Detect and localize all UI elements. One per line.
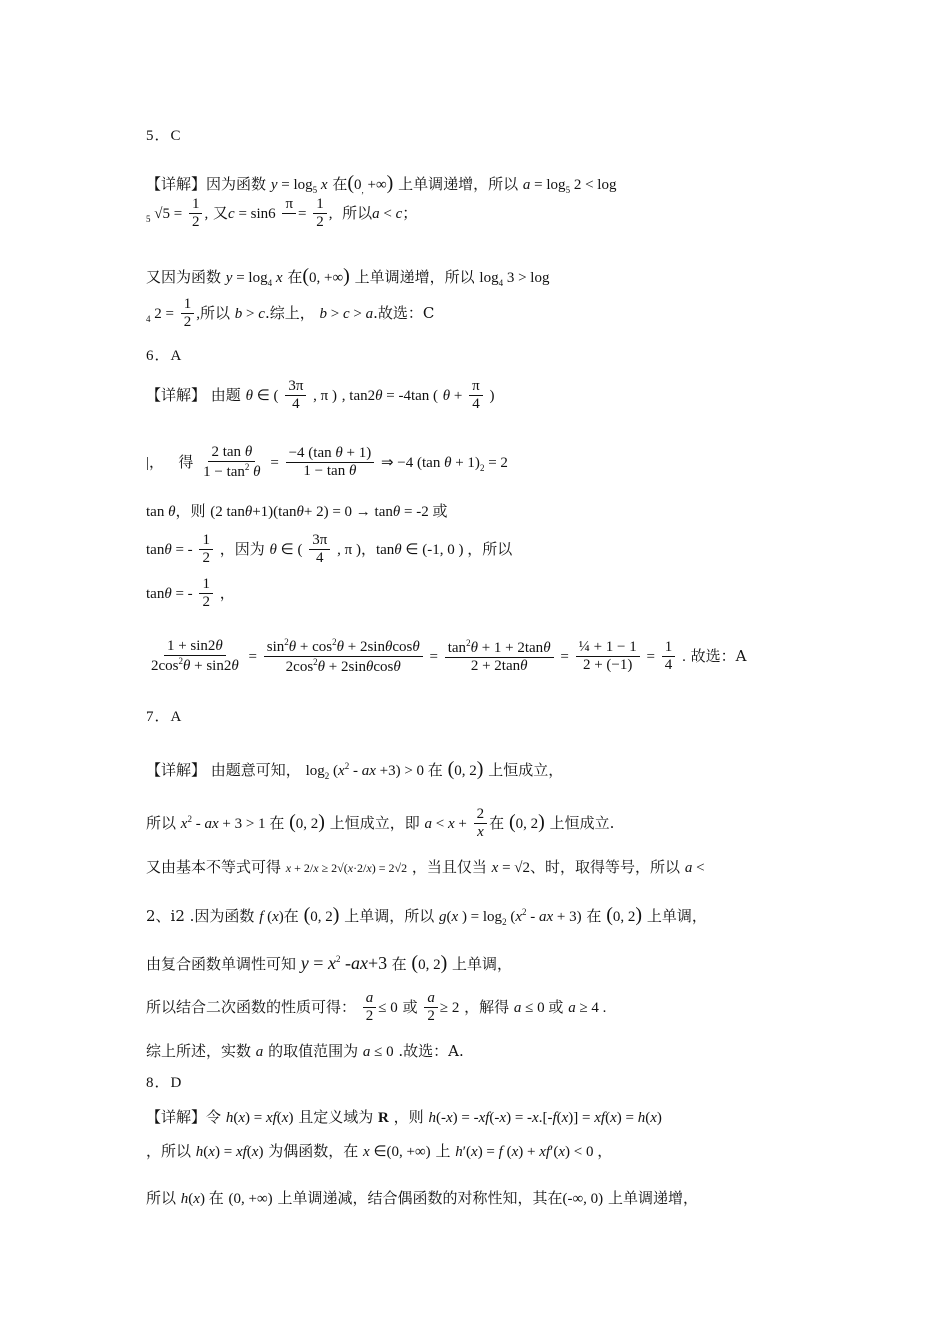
- question-7-number: 7．A: [146, 709, 183, 725]
- question-5-number: 5．C: [146, 128, 182, 144]
- q7-line-4: 2、i2 .因为函数 f (x)在 (0, 2) 上单调，所以 g(x ) = $\log_2 (x^2$ - ax + 3) 在 (0, 2) 上单调，: [146, 904, 707, 927]
- q6-line-5: tanθ = - $\frac{1}{2}$ ，: [146, 576, 235, 611]
- question-6-number: 6．A: [146, 348, 183, 364]
- q8-line-3: 所以 h(x) 在 (0, +∞) 上单调递减，结合偶函数的对称性知，其在(-∞, 0) 上单调递增，: [146, 1189, 698, 1207]
- q5-line-3: 又因为函数 $y = \log_4 x$ 在(0, +∞) 上单调递增，所以 $\log_4 3 > \log$: [146, 265, 550, 288]
- q8-line-2: ，所以 h(x) = xf(x) 为偶函数，在 x ∈(0, +∞) 上 h′(x) = f (x) + xf′(x) < 0 ，: [146, 1142, 613, 1160]
- q6-line-1: 【详解】 由题 θ ∈ ( $\frac{3\pi}{4}$ , π ) , tan2θ = -4tan ( θ + $\frac{\pi}{4}$ ): [146, 378, 495, 413]
- q7-line-2: 所以 $x^2$ - ax + 3 > 1 在 (0, 2) 上恒成立，即 a < x + $\frac{2}{x}$ 在 (0, 2) 上恒成立.: [146, 806, 615, 841]
- q7-line-6: 所以结合二次函数的性质可得： $\frac{a}{2}$ ≤ 0 或 $\frac{a}{2}$ ≥ 2 ，解得 a ≤ 0 或 a ≥ 4 .: [146, 990, 607, 1025]
- detail-tag: 【详解】: [146, 175, 207, 193]
- q8-line-1: 【详解】令 h(x) = xf(x) 且定义域为 R ，则 h(-x) = -xf(-x) = -x.[-f(x)] = xf(x) = h(x): [146, 1108, 662, 1126]
- q5-line-1: 【详解】因为函数 $y = \log_5 x$ 在($0_,$ +∞) 上单调递增，所以 $a = \log_5 2 < \log$: [146, 172, 617, 195]
- q6-line-3: tan θ，则 (2 tanθ+1)(tanθ+ 2) = 0 → tanθ = -2 或: [146, 502, 448, 520]
- q5-line-4: $_4$ 2 = $\frac{1}{2}$ ,所以 b > c.综上， b > c > a.故选：C: [146, 296, 435, 331]
- q7-line-5: 由复合函数单调性可知 $y = x^2$ -ax+3 在 (0, 2) 上单调，: [146, 952, 513, 974]
- question-8-number: 8．D: [146, 1075, 183, 1091]
- q5-line-2: $_5$ √5 = $\frac{1}{2}$ , 又c = sin6 π = $\frac{1}{2}$ , 所以a < c；: [146, 196, 418, 231]
- q7-line-7: 综上所述，实数 a 的取值范围为 a ≤ 0 .故选：A.: [146, 1042, 464, 1060]
- q6-line-6: $\frac{1 + \sin 2\theta}{2\cos^2\theta + \sin 2\theta}$ = $\frac{\sin^2\theta + \cos^2\theta + 2\sin\theta\cos\theta}{2\cos^2\theta + 2\sin\theta\cos\theta}$ = $\frac{\tan^2\theta + 1 + 2\tan\theta}{2 + 2\tan\theta}$ = $\frac{\text{¼ + 1 − 1}}{2 + (-1)}$ = $\frac{1}{4}$ . 故选：A: [151, 637, 747, 676]
- q7-line-3: 又由基本不等式可得 x + 2/x ≥ 2√(x·2/x) = 2√2 ，当且仅当 x = √2、时，取得等号，所以 a <: [146, 858, 705, 876]
- q6-line-4: tanθ = - $\frac{1}{2}$ ，因为 θ ∈ ( $\frac{3\pi}{4}$ , π )，tanθ ∈ (-1, 0 ) ，所以: [146, 532, 513, 567]
- q6-line-2: |， 得 $\frac{\text{2 tan θ}}{1 - \tan^2 \theta}$ = $\frac{\text{−4 (tan θ + 1)}}{\text{1 − tan θ}}$ ⇒ −4 (tan $\theta + 1)_2 = 2$: [146, 444, 508, 481]
- q7-line-1: 【详解】 由题意可知， $\log_2 (x^2$ - ax +3) > 0 在 (0, 2) 上恒成立，: [146, 758, 564, 781]
